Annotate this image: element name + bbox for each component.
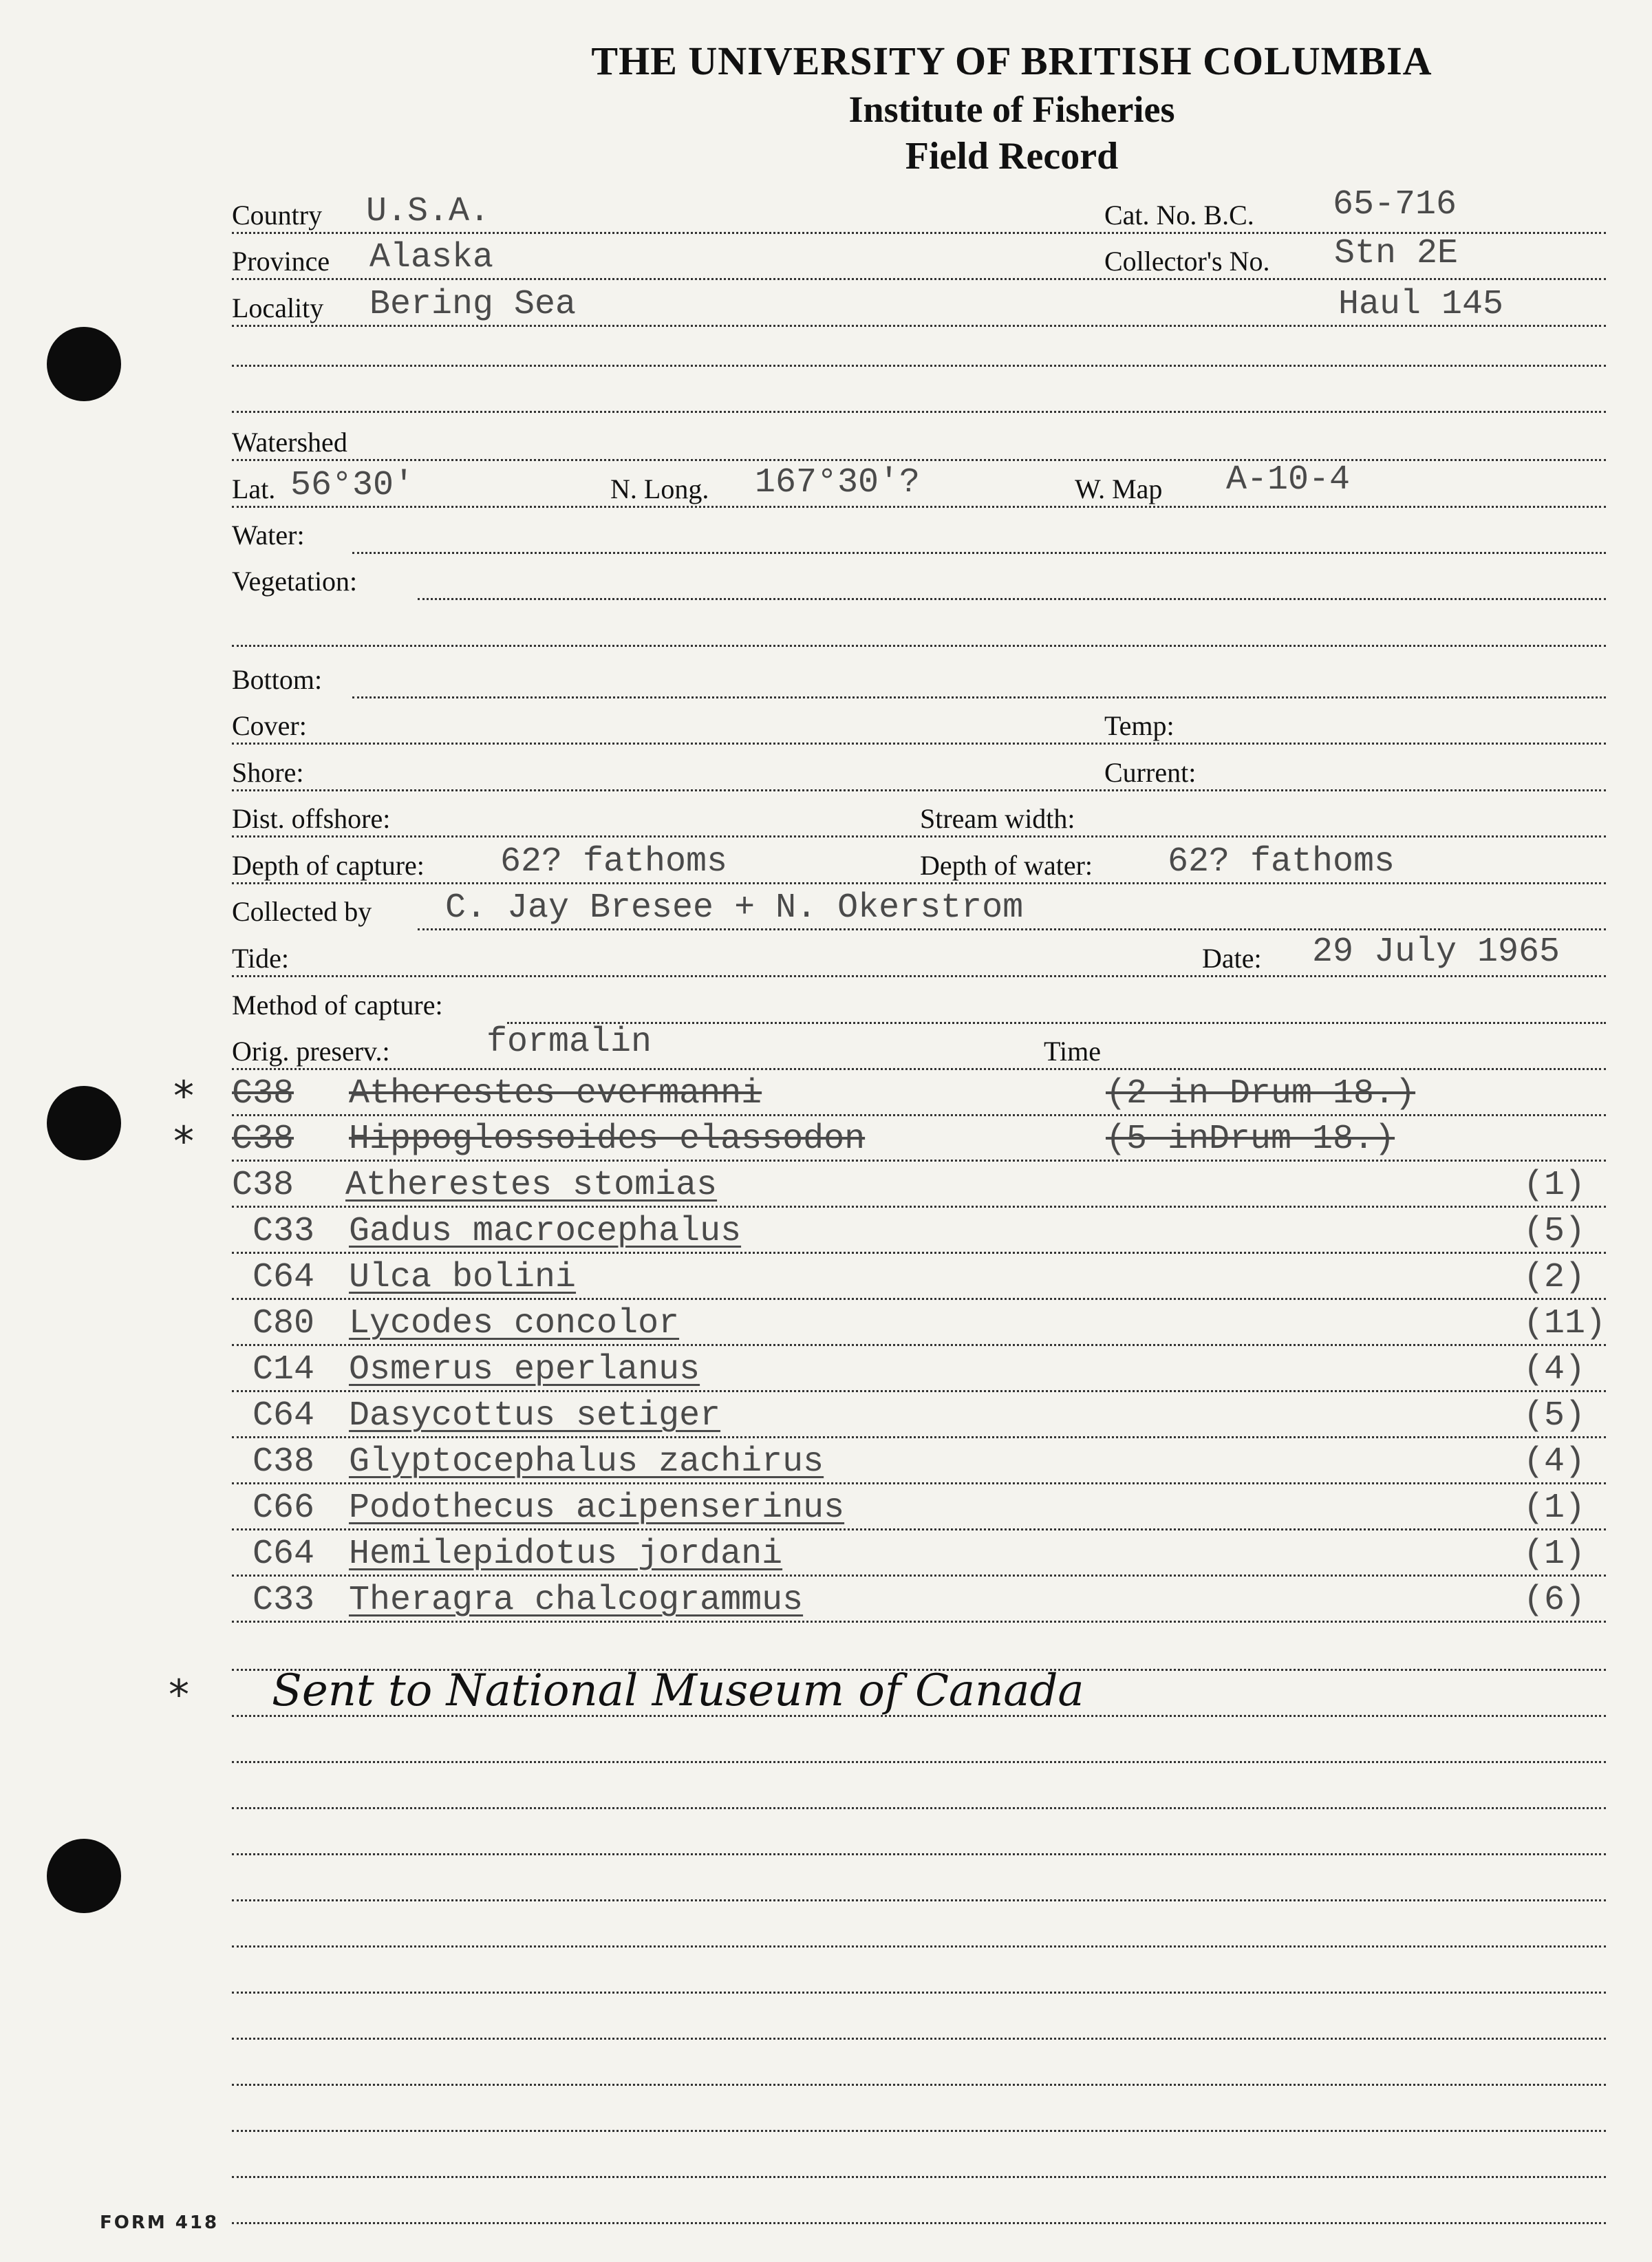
species-code: C38: [232, 1120, 294, 1159]
institute-title: Institute of Fisheries: [848, 89, 1175, 130]
cat-no-value: 65-716: [1333, 185, 1457, 224]
species-code: C38: [232, 1166, 294, 1205]
depth-water-label: Depth of water:: [920, 850, 1093, 881]
punch-hole: [47, 1086, 121, 1160]
row-collected-by: [232, 889, 1606, 930]
drum-note: (5 inDrum 18.): [1106, 1120, 1395, 1159]
species-count: (11): [1523, 1304, 1606, 1343]
species-code: C80: [253, 1304, 315, 1343]
row-blank: [232, 1630, 1606, 1671]
row-blank: [232, 326, 1606, 367]
row-shore: [232, 750, 1606, 791]
record-title: Field Record: [905, 135, 1119, 178]
locality-label: Locality: [232, 292, 324, 323]
row-vegetation: [232, 559, 1606, 600]
country-label: Country: [232, 200, 323, 231]
species-code: C38: [232, 1074, 294, 1113]
species-code: C33: [253, 1212, 315, 1251]
cat-no-label: Cat. No. B.C.: [1104, 200, 1254, 231]
species-row: [232, 1259, 1606, 1300]
asterisk-mark: *: [173, 1118, 194, 1166]
species-count: (1): [1523, 1166, 1585, 1205]
row-blank: [232, 1768, 1606, 1809]
vegetation-label: Vegetation:: [232, 566, 358, 597]
row-tide-date: [232, 932, 1631, 977]
row-blank: [232, 1676, 1606, 1717]
species-count: (2): [1523, 1258, 1585, 1297]
species-count: (1): [1523, 1535, 1585, 1574]
species-row: [232, 1305, 1606, 1346]
form-number: FORM 418: [100, 2212, 219, 2233]
haul-value: Haul 145: [1338, 285, 1504, 324]
handwritten-note: Sent to National Museum of Canada: [272, 1665, 1084, 1716]
species-count: (4): [1523, 1350, 1585, 1389]
cover-label: Cover:: [232, 710, 307, 741]
row-locality: [232, 286, 1606, 327]
species-code: C38: [253, 1442, 315, 1482]
species-name: Atherestes stomias: [345, 1166, 718, 1205]
species-name: Atherestes evermanni: [349, 1074, 762, 1113]
date-label: Date:: [1202, 943, 1262, 974]
row-blank: [232, 2137, 1606, 2178]
species-name: Gadus macrocephalus: [349, 1212, 742, 1251]
row-preserv: [232, 1023, 1606, 1070]
university-title: THE UNIVERSITY OF BRITISH COLUMBIA: [591, 39, 1433, 83]
species-code: C64: [253, 1535, 315, 1574]
species-code: C66: [253, 1489, 315, 1528]
species-count: (5): [1523, 1396, 1585, 1436]
row-blank: [232, 606, 1606, 647]
species-count: (1): [1523, 1489, 1585, 1528]
locality-value: Bering Sea: [369, 285, 577, 324]
dist-offshore-label: Dist. offshore:: [232, 803, 391, 834]
row-lat-long: [232, 460, 1606, 508]
long-value: 167°30'?: [755, 463, 921, 502]
collector-no-label: Collector's No.: [1104, 246, 1270, 277]
depth-capture-value: 62? fathoms: [500, 842, 728, 882]
province-label: Province: [232, 246, 330, 277]
species-code: C14: [253, 1350, 315, 1389]
collected-by-value: C. Jay Bresee + N. Okerstrom: [445, 888, 1024, 928]
species-code: C64: [253, 1258, 315, 1297]
country-value: U.S.A.: [366, 192, 491, 231]
n-long-label: N. Long.: [610, 473, 709, 504]
species-name: Glyptocephalus zachirus: [349, 1442, 824, 1482]
water-label: Water:: [232, 520, 305, 551]
struck-species-row: [173, 1118, 1606, 1166]
species-code: C33: [253, 1581, 315, 1620]
species-name: Hemilepidotus jordani: [349, 1535, 783, 1574]
species-row: [232, 1351, 1606, 1392]
row-bottom: [232, 657, 1606, 698]
drum-note: (2 in Drum 18.): [1106, 1074, 1416, 1113]
orig-preserv-value: formalin: [486, 1023, 652, 1062]
species-name: Podothecus acipenserinus: [349, 1489, 845, 1528]
species-row: [232, 1397, 1606, 1438]
stream-width-label: Stream width:: [920, 803, 1075, 834]
province-value: Alaska: [369, 238, 494, 277]
species-row: [232, 1166, 1606, 1208]
row-blank: [232, 2091, 1606, 2132]
depth-capture-label: Depth of capture:: [232, 850, 425, 881]
row-blank: [232, 1814, 1606, 1855]
row-blank: [232, 1860, 1606, 1901]
lat-value: 56°30': [290, 466, 415, 505]
map-value: A-10-4: [1226, 460, 1351, 500]
species-name: Hippoglossoides elassodon: [349, 1120, 866, 1159]
row-blank: [232, 1998, 1606, 2040]
row-blank: [232, 1906, 1606, 1948]
row-depth: [232, 843, 1606, 884]
species-row: [232, 1443, 1606, 1484]
tide-label: Tide:: [232, 943, 290, 974]
asterisk-mark: *: [169, 1671, 189, 1719]
row-blank: [232, 1722, 1606, 1763]
row-blank: [232, 2045, 1606, 2086]
time-label: Time: [1044, 1036, 1102, 1067]
species-name: Osmerus eperlanus: [349, 1350, 700, 1389]
species-row: [232, 1581, 1606, 1623]
punch-hole: [47, 327, 121, 401]
species-name: Dasycottus setiger: [349, 1396, 721, 1436]
struck-species-row: [173, 1072, 1606, 1120]
watershed-label: Watershed: [232, 427, 347, 458]
species-code: C64: [253, 1396, 315, 1436]
row-blank: [232, 372, 1606, 413]
collected-by-label: Collected by: [232, 896, 372, 927]
species-name: Ulca bolini: [349, 1258, 577, 1297]
row-blank: [232, 1952, 1606, 1994]
species-count: (6): [1523, 1581, 1585, 1620]
species-name: Lycodes concolor: [349, 1304, 680, 1343]
w-map-label: W. Map: [1075, 473, 1163, 504]
species-count: (4): [1523, 1442, 1585, 1482]
asterisk-mark: *: [173, 1072, 194, 1120]
punch-hole: [47, 1839, 121, 1913]
species-row: [232, 1213, 1606, 1254]
shore-label: Shore:: [232, 757, 304, 788]
row-cover: [232, 703, 1606, 745]
orig-preserv-label: Orig. preserv.:: [232, 1036, 390, 1067]
row-watershed: [232, 420, 1606, 461]
row-province: [232, 234, 1606, 280]
row-blank: [232, 2183, 1606, 2224]
date-value: 29 July 1965: [1312, 932, 1560, 972]
row-water: [232, 513, 1606, 554]
temp-label: Temp:: [1104, 710, 1174, 741]
depth-water-value: 62? fathoms: [1168, 842, 1395, 882]
species-row: [232, 1489, 1606, 1530]
collector-no-value: Stn 2E: [1334, 234, 1459, 273]
species-name: Theragra chalcogrammus: [349, 1581, 804, 1620]
row-method: [232, 983, 1606, 1024]
method-label: Method of capture:: [232, 990, 443, 1021]
lat-label: Lat.: [232, 473, 276, 504]
current-label: Current:: [1104, 757, 1197, 788]
row-country: [232, 185, 1606, 234]
row-dist-offshore: [232, 796, 1606, 837]
species-row: [232, 1535, 1606, 1577]
bottom-label: Bottom:: [232, 664, 323, 695]
species-count: (5): [1523, 1212, 1585, 1251]
